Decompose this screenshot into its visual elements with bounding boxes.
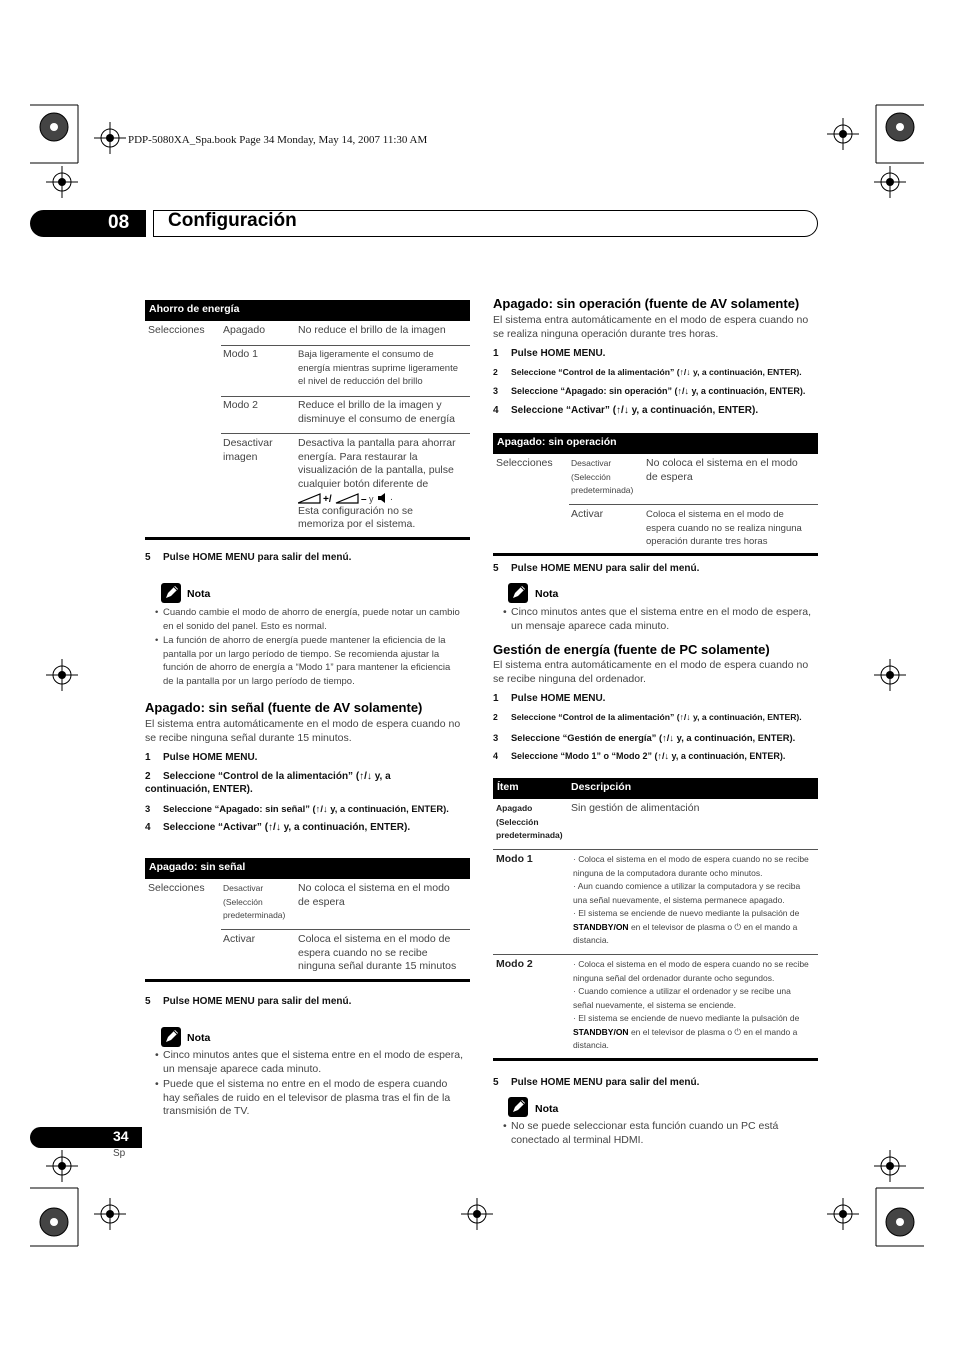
desc-line: · El sistema se enciende de nuevo mediante la pulsación de [573, 1013, 800, 1023]
ahorro-table [145, 300, 470, 542]
step-text: Seleccione “Apagado: sin operación” (↑/↓ y, a continuación, ENTER). [511, 386, 806, 396]
desc-line: espera cuando no se realiza ninguna [646, 522, 802, 534]
table-bottom-rule [145, 979, 470, 982]
step-number: 2 [145, 771, 151, 782]
row-divider [493, 849, 818, 850]
step-text: Seleccione “Control de la alimentación” (↑/↓ y, a continuación, ENTER). [511, 712, 802, 722]
step-text: Seleccione “Control de la alimentación” (↑/↓ y, a continuación, ENTER). [511, 367, 802, 377]
ahorro-desc-modo2 [298, 399, 455, 426]
bullet-line: La función de ahorro de energía puede mantener la eficiencia de la [163, 635, 446, 646]
desc-line: Coloca el sistema en el modo de [298, 933, 451, 945]
bullet-line: un mensaje aparece cada minuto. [511, 619, 670, 632]
bullet-line: Cinco minutos antes que el sistema entre en el modo de espera, [163, 1049, 464, 1061]
step-text: Seleccione “Activar” (↑/↓ y, a continuación, ENTER). [163, 822, 411, 833]
sin-operacion-option-desactivar [571, 457, 633, 498]
bullet-dot: • [155, 607, 159, 618]
gestion-table-header [493, 778, 818, 799]
desc-line: memoriza por el sistema. [298, 518, 416, 530]
bullet-line: transmisión de TV. [163, 1105, 250, 1117]
desc-line: Coloca el sistema en el modo de [646, 509, 784, 520]
gestion-heading: Gestión de energía (fuente de PC solamente) [493, 642, 770, 657]
sin-operacion-desc-desactivar [646, 457, 798, 484]
volume-symbols [298, 491, 456, 505]
row-divider [221, 929, 470, 930]
step-number: 4 [145, 822, 151, 833]
gestion-desc-modo1 [573, 853, 809, 948]
desc-line: señal nuevamente, el sistema se enciende. [573, 999, 737, 1010]
step-number: 4 [493, 405, 499, 416]
step-number: 3 [145, 803, 151, 814]
sin-operacion-col-label: Selecciones [496, 457, 553, 469]
option-line: Desactivar [223, 883, 264, 893]
ahorro-option-apagado: Apagado [223, 324, 266, 336]
step-number: 5 [493, 563, 499, 574]
nota2-bullet-2 [155, 1078, 451, 1119]
ahorro-option-modo2: Modo 2 [223, 399, 259, 411]
step-text: Seleccione “Apagado: sin señal” (↑/↓ y, a continuación, ENTER). [163, 803, 449, 814]
option-line: predeterminada) [223, 910, 286, 920]
desc-line: el nivel de reducción del brillo [298, 376, 423, 387]
para-line: se recibe ninguna del ordenador. [493, 672, 646, 685]
ahorro-desc-apagado: No reduce el brillo de la imagen [298, 324, 446, 336]
option-line: (Selección [223, 896, 263, 907]
desc-line: de espera [298, 895, 345, 908]
step-text: Seleccione “Control de la alimentación” (↑/↓ y, a [163, 771, 391, 782]
desc-text: en el televisor de plasma o ⏻ en el mando a [630, 921, 798, 932]
para-line: El sistema entra automáticamente en el modo de espera cuando no [145, 718, 461, 730]
sin-senal-intro [145, 718, 460, 745]
nota-icon [161, 583, 181, 603]
gestion-intro [493, 659, 808, 686]
period: . [390, 491, 393, 503]
desc-line: de espera [646, 470, 693, 483]
step-number: 1 [145, 752, 151, 763]
desc-line: energía mientras suprime ligeramente [298, 362, 458, 374]
item-line: Apagado [496, 803, 533, 813]
row-divider [221, 396, 470, 397]
nota-icon [508, 1097, 528, 1117]
bullet-line: en el sonido del panel. Esto es normal. [163, 620, 327, 632]
bullet-dot: • [503, 606, 507, 618]
step-number: 1 [493, 693, 499, 704]
bullet-dot: • [155, 1049, 159, 1061]
desc-line: distancia. [573, 1040, 609, 1050]
nota-icon [161, 1027, 181, 1047]
ahorro-col-label: Selecciones [148, 324, 205, 336]
desc-line [573, 921, 809, 935]
nota-label: Nota [187, 1032, 211, 1044]
book-line: PDP-5080XA_Spa.book Page 34 Monday, May 14, 2007 11:30 AM [128, 134, 428, 146]
bullet-dot: • [155, 1078, 159, 1090]
bullet-line: función de ahorro de energía a “Modo 1” para mantener la eficiencia [163, 662, 451, 673]
desc-line: · Coloca el sistema en el modo de espera cuando no se recibe [573, 854, 809, 864]
col-desc-label: Descripción [571, 781, 632, 793]
nota4-bullet-1 [503, 1120, 779, 1147]
desc-line: visualización de la pantalla, pulse [298, 464, 454, 476]
row-divider [493, 954, 818, 955]
pencil-icon [161, 1027, 181, 1047]
desc-line: No coloca el sistema en el modo [298, 882, 450, 894]
sin-operacion-intro [493, 314, 808, 341]
step-number: 2 [493, 367, 498, 377]
gestion-item-modo2: Modo 2 [496, 958, 533, 970]
para-line: se realiza ninguna operación durante tres horas. [493, 327, 719, 340]
chapter-number: 08 [108, 212, 130, 233]
desc-line: disminuye el consumo de energía [298, 412, 456, 425]
svg-text:+/: +/ [323, 494, 332, 504]
nota1-bullet-1 [155, 606, 460, 633]
volume-icons [298, 492, 388, 504]
desc-line: · Cuando comience a utilizar el ordenador y se recibe una [573, 986, 791, 996]
ahorro-desc-modo1 [298, 348, 458, 389]
sin-senal-table [145, 858, 470, 984]
gestion-desc-modo2 [573, 958, 809, 1053]
sin-senal-option-activar: Activar [223, 933, 256, 945]
sin-senal-table-header: Apagado: sin señal [145, 858, 470, 879]
bullet-line: Cuando cambie el modo de ahorro de energía, puede notar un cambio [163, 607, 460, 618]
desc-line: cualquier botón diferente de [298, 477, 429, 490]
desc-line: Reduce el brillo de la imagen y [298, 399, 442, 411]
para-line: El sistema entra automáticamente en el modo de espera cuando no [493, 314, 809, 326]
sin-operacion-table-header: Apagado: sin operación [493, 433, 818, 454]
step-text: Pulse HOME MENU. [511, 693, 606, 704]
ahorro-table-header: Ahorro de energía [145, 300, 470, 321]
row-divider [221, 433, 470, 434]
pencil-icon [508, 583, 528, 603]
nota-icon [508, 583, 528, 603]
para-line: se recibe ninguna señal durante 15 minutos. [145, 731, 352, 744]
nota-label: Nota [535, 1103, 559, 1115]
bullet-line: un mensaje aparece cada minuto. [163, 1062, 322, 1075]
option-line: Desactivar [571, 458, 612, 468]
desc-line: espera cuando no se recibe [298, 946, 428, 959]
table-bottom-rule [145, 537, 470, 540]
desc-line: ninguna señal durante 15 minutos [298, 960, 457, 972]
step-number: 5 [145, 996, 151, 1007]
para-line: El sistema entra automáticamente en el modo de espera cuando no [493, 659, 809, 671]
step-text: Seleccione “Modo 1” o “Modo 2” (↑/↓ y, a continuación, ENTER). [511, 751, 786, 761]
step-number: 5 [493, 1077, 499, 1088]
option-line: predeterminada) [571, 485, 634, 495]
option-line: Desactivar [223, 437, 273, 449]
gestion-desc-apagado: Sin gestión de alimentación [571, 802, 700, 814]
item-line: (Selección [496, 816, 539, 827]
nota-label: Nota [535, 588, 559, 600]
sin-operacion-heading: Apagado: sin operación (fuente de AV solamente) [493, 296, 800, 311]
desc-line: ninguna señal del ordenador durante ocho segundos. [573, 972, 775, 983]
table-bottom-rule [493, 553, 818, 556]
bullet-line: Puede que el sistema no entre en el modo de espera cuando [163, 1078, 448, 1090]
standby-on-key: STANDBY/ON [573, 921, 631, 932]
bullet-dot: • [155, 635, 159, 646]
step-text-cont: continuación, ENTER). [145, 784, 253, 795]
sin-senal-option-desactivar [223, 882, 285, 923]
sin-operacion-table [493, 433, 818, 557]
standby-on-key: STANDBY/ON [573, 1026, 631, 1037]
sin-operacion-desc-activar [646, 508, 802, 549]
step-text: Pulse HOME MENU. [511, 348, 606, 359]
ahorro-option-desactivar [223, 437, 273, 464]
nota2-bullet-1 [155, 1049, 464, 1076]
row-divider [221, 345, 470, 346]
desc-line: Desactiva la pantalla para ahorrar [298, 437, 456, 449]
desc-line: · El sistema se enciende de nuevo mediante la pulsación de [573, 908, 800, 918]
row-divider [569, 504, 818, 505]
bullet-line: No se puede seleccionar esta función cuando un PC está [511, 1120, 779, 1132]
desc-line: Baja ligeramente el consumo de [298, 349, 434, 360]
svg-text:y: y [369, 494, 374, 504]
step-text: Seleccione “Gestión de energía” (↑/↓ y, a continuación, ENTER). [511, 732, 796, 743]
step-number: 4 [493, 751, 499, 761]
sin-operacion-option-activar: Activar [571, 508, 604, 520]
svg-text:–: – [361, 494, 367, 504]
gestion-item-modo1: Modo 1 [496, 853, 533, 865]
item-line: predeterminada) [496, 830, 563, 840]
ahorro-option-modo1: Modo 1 [223, 348, 259, 360]
step-number: 5 [145, 552, 151, 563]
sin-senal-col-label: Selecciones [148, 882, 205, 894]
step-number: 3 [493, 732, 499, 743]
step-text: Pulse HOME MENU. [163, 752, 258, 763]
option-line: (Selección [571, 471, 611, 482]
chapter-title: Configuración [168, 210, 297, 231]
bullet-dot: • [503, 1120, 507, 1132]
desc-line: No coloca el sistema en el modo [646, 457, 798, 469]
page-number: 34 [113, 1128, 129, 1144]
step-text: Pulse HOME MENU para salir del menú. [163, 552, 352, 563]
bullet-line: conectado al terminal HDMI. [511, 1133, 644, 1146]
sin-senal-heading: Apagado: sin señal (fuente de AV solamente) [145, 700, 423, 715]
step-text: Pulse HOME MENU para salir del menú. [163, 996, 352, 1007]
desc-line: energía. Para restaurar la [298, 450, 418, 463]
desc-line: · Aun cuando comience a utilizar la computadora y se reciba [573, 881, 801, 891]
step-text: Pulse HOME MENU para salir del menú. [511, 1077, 700, 1088]
step-text: Seleccione “Activar” (↑/↓ y, a continuación, ENTER). [511, 405, 759, 416]
nota-label: Nota [187, 588, 211, 600]
desc-line [573, 1026, 809, 1040]
col-item-label: Ítem [497, 781, 519, 793]
desc-line: distancia. [573, 935, 609, 945]
bullet-line: pantalla por un largo período de tiempo. Se recomienda ajustar la [163, 648, 440, 660]
step-number: 1 [493, 348, 499, 359]
page-language: Sp [113, 1148, 126, 1159]
sin-senal-desc-desactivar [298, 882, 450, 909]
step-text: Pulse HOME MENU para salir del menú. [511, 563, 700, 574]
desc-line: · Coloca el sistema en el modo de espera cuando no se recibe [573, 959, 809, 969]
sin-senal-desc-activar [298, 933, 456, 974]
desc-text: en el televisor de plasma o ⏻ en el mando a [630, 1026, 798, 1037]
pencil-icon [508, 1097, 528, 1117]
desc-line: operación durante tres horas [646, 536, 768, 547]
bullet-line: Cinco minutos antes que el sistema entre en el modo de espera, [511, 606, 812, 618]
desc-line: Esta configuración no se [298, 504, 413, 517]
bullet-line: de la pantalla por un largo período de tiempo. [163, 675, 355, 687]
step-number: 3 [493, 386, 499, 396]
pencil-icon [161, 583, 181, 603]
table-bottom-rule [493, 1058, 818, 1061]
nota1-bullet-2 [155, 634, 451, 688]
gestion-item-apagado [496, 802, 563, 843]
step-number: 2 [493, 712, 498, 722]
gestion-table [493, 778, 818, 1062]
bullet-line: hay señales de ruido en el televisor de plasma tras el fin de la [163, 1091, 451, 1104]
nota3-bullet-1 [503, 606, 812, 633]
desc-line: una señal nuevamente, el sistema permanece apagado. [573, 894, 785, 905]
ahorro-desc-desactivar [298, 437, 456, 532]
desc-line: ninguna de la computadora durante ocho minutos. [573, 867, 763, 878]
option-line: imagen [223, 450, 258, 463]
